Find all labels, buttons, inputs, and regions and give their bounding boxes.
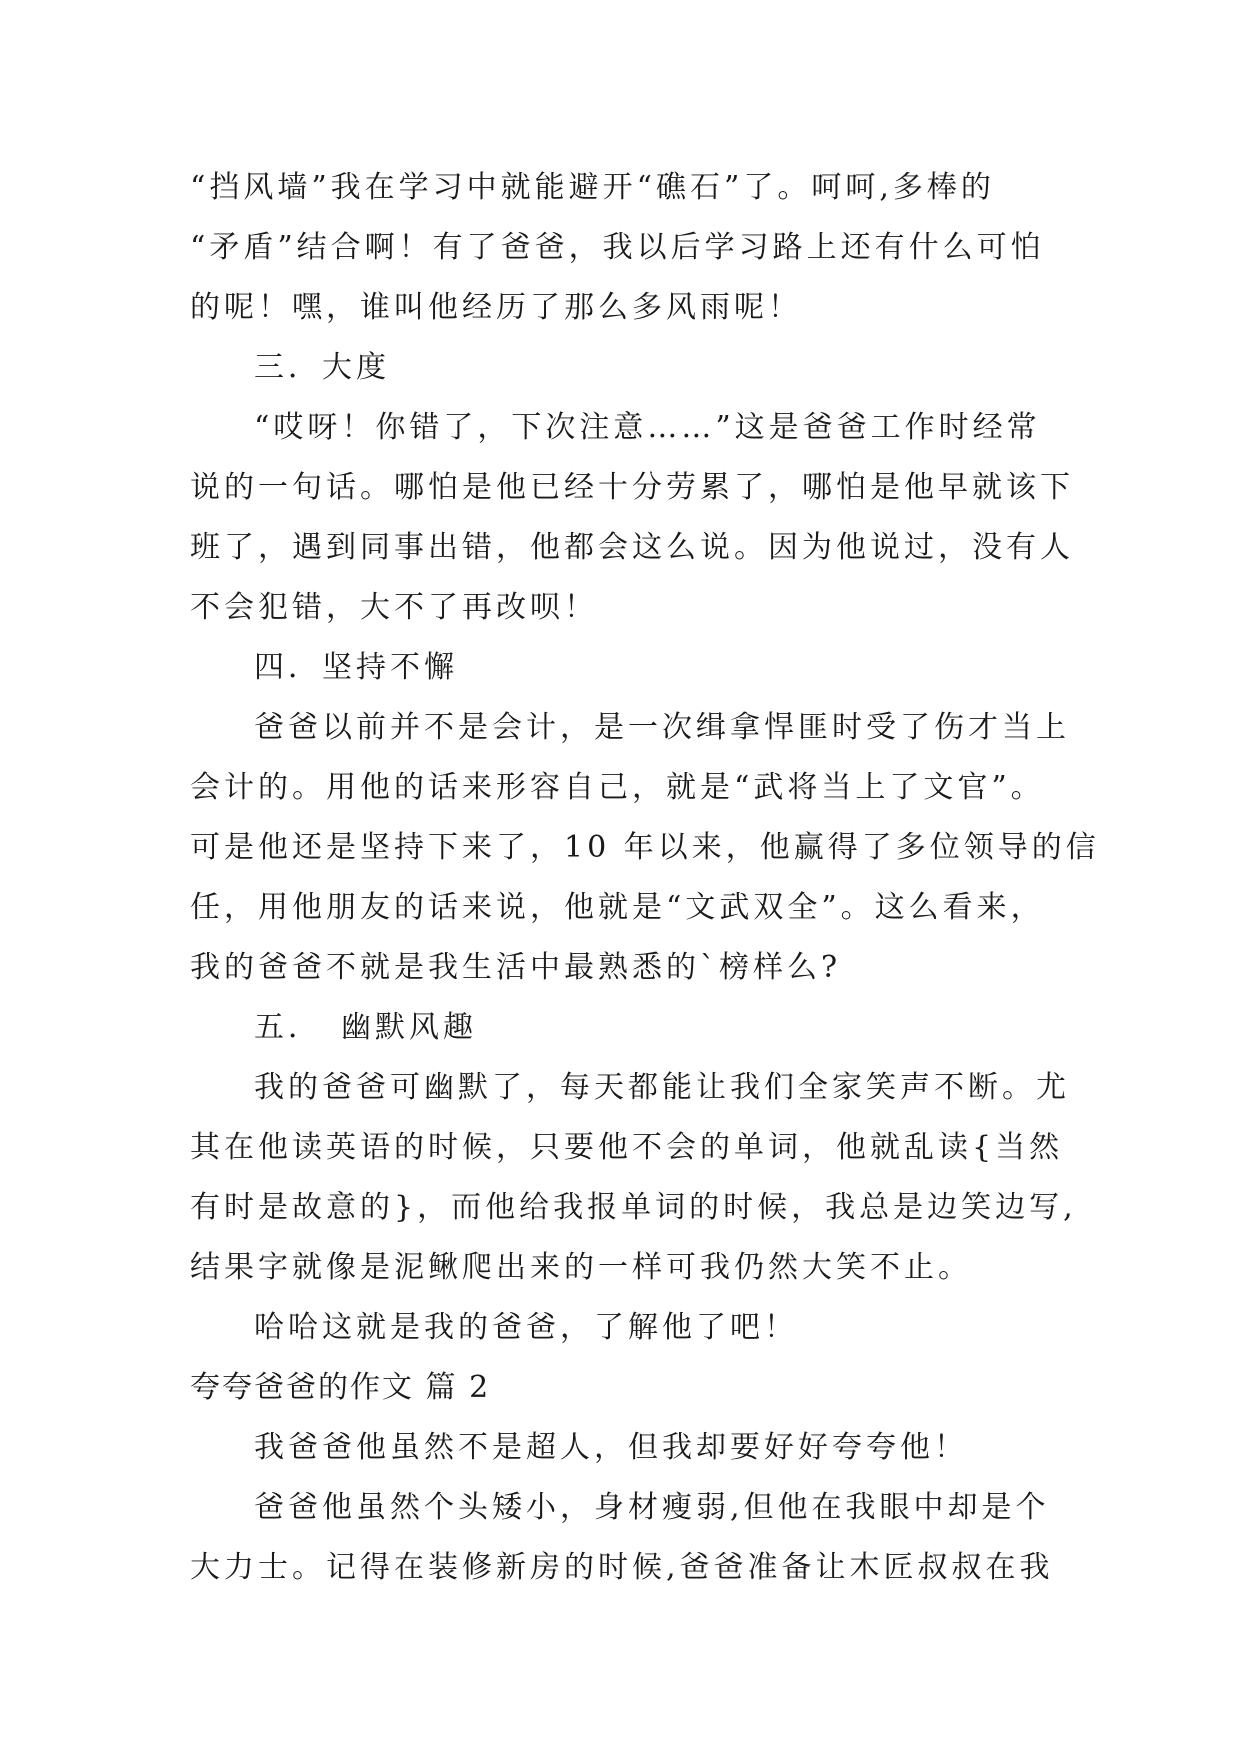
text-line: 爸爸他虽然个头矮小，身材瘦弱,但他在我眼中却是个 [254, 1490, 1050, 1525]
text-line: “矛盾”结合啊！有了爸爸，我以后学习路上还有什么可怕 [190, 230, 1045, 265]
text-line: 的呢！嘿，谁叫他经历了那么多风雨呢！ [190, 290, 802, 325]
text-line: 不会犯错，大不了再改呗！ [190, 590, 598, 625]
text-line: “哎呀！你错了，下次注意……”这是爸爸工作时经常 [254, 410, 1041, 445]
text-line: “挡风墙”我在学习中就能避开“礁石”了。呵呵,多棒的 [190, 170, 995, 205]
text-line: 班了，遇到同事出错，他都会这么说。因为他说过，没有人 [190, 530, 1074, 565]
article-heading: 夸夸爸爸的作文 篇 2 [190, 1370, 491, 1405]
text-line: 结果字就像是泥鳅爬出来的一样可我仍然大笑不止。 [190, 1250, 972, 1285]
document-page [190, 158, 1100, 1598]
text-line: 有时是故意的}，而他给我报单词的时候，我总是边笑边写, [190, 1190, 1077, 1225]
text-line: 大力士。记得在装修新房的时候,爸爸准备让木匠叔叔在我 [190, 1550, 1054, 1585]
text-line: 我的爸爸可幽默了，每天都能让我们全家笑声不断。尤 [254, 1070, 1070, 1105]
text-line: 说的一句话。哪怕是他已经十分劳累了，哪怕是他早就该下 [190, 470, 1074, 505]
text-line: 任，用他朋友的话来说，他就是“文武双全”。这么看来， [190, 890, 1045, 925]
text-line: 可是他还是坚持下来了，10 年以来，他赢得了多位领导的信 [190, 830, 1100, 865]
text-line: 爸爸以前并不是会计，是一次缉拿悍匪时受了伤才当上 [254, 710, 1070, 745]
section-heading: 五． 幽默风趣 [254, 1010, 477, 1045]
text-line: 哈哈这就是我的爸爸，了解他了吧！ [254, 1310, 798, 1345]
text-line: 会计的。用他的话来形容自己，就是“武将当上了文官”。 [190, 770, 1045, 805]
section-heading: 四．坚持不懈 [254, 650, 458, 685]
text-line: 其在他读英语的时候，只要他不会的单词，他就乱读{当然 [190, 1130, 1064, 1165]
section-heading: 三．大度 [254, 350, 390, 385]
text-line: 我爸爸他虽然不是超人，但我却要好好夸夸他！ [254, 1430, 968, 1465]
text-line: 我的爸爸不就是我生活中最熟悉的`榜样么? [190, 950, 842, 985]
